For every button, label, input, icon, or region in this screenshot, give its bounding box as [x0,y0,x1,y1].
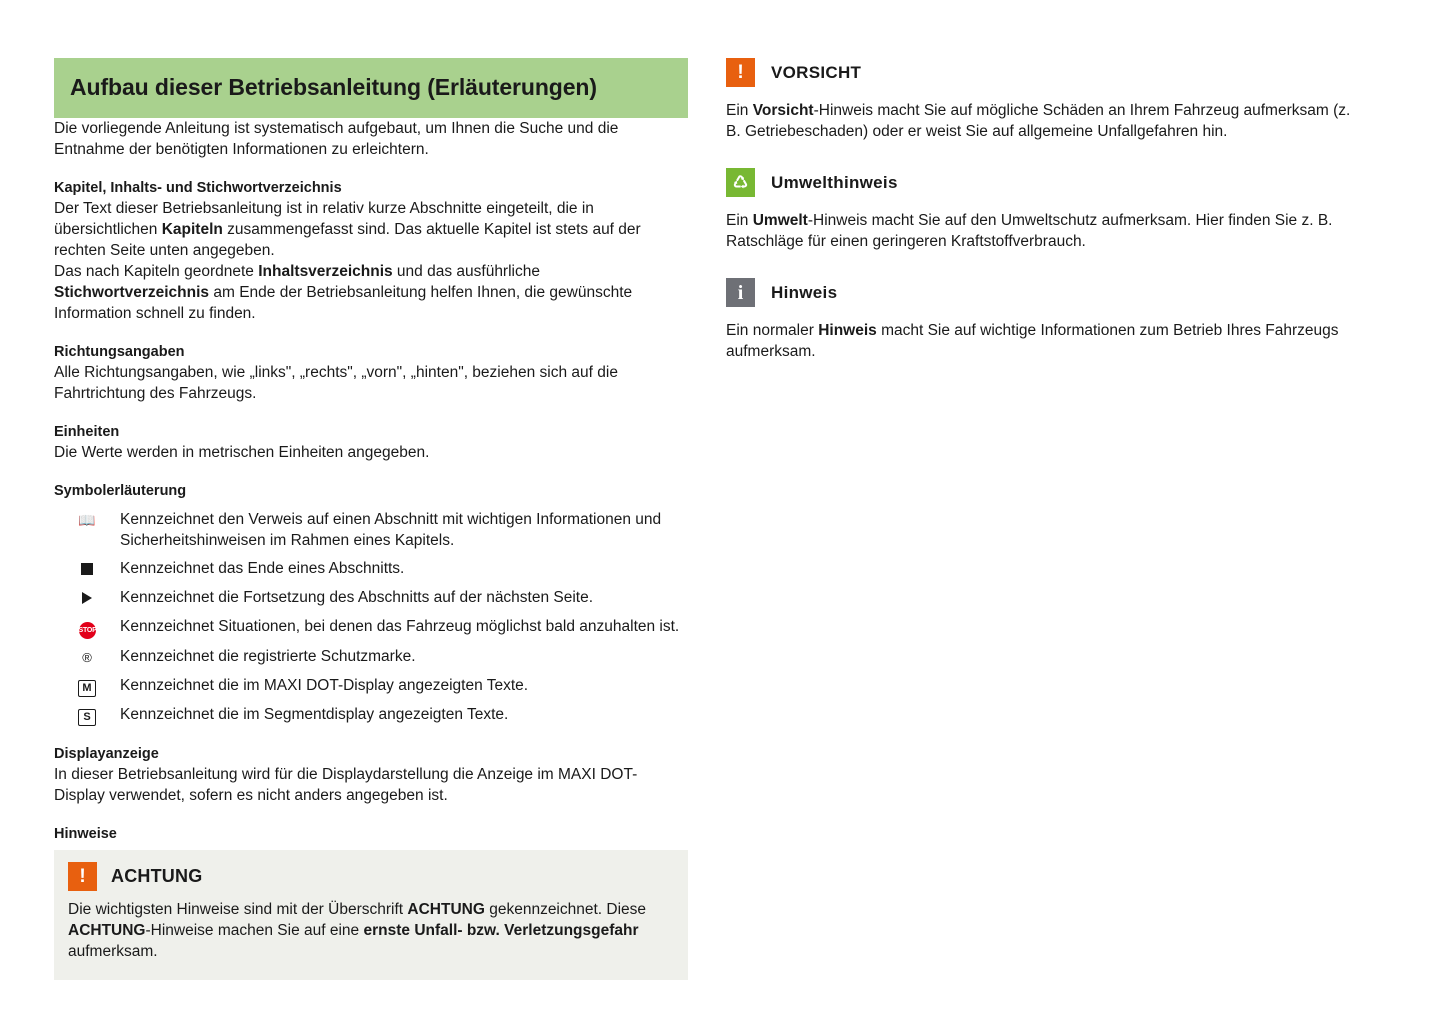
section-displayanzeige [54,744,688,806]
text-bold: ACHTUNG [68,922,146,939]
text-run: Das nach Kapiteln geordnete [54,263,259,280]
book-icon: 📖 [78,512,96,528]
list-item [54,616,688,639]
section-kapitel-paragraph-1 [54,198,688,261]
info-icon [726,278,755,307]
filled-square-icon [54,558,120,580]
list-item-label: Kennzeichnet die im Segmentdisplay angezeigten Texte. [120,706,509,723]
text-run: am Ende der Betriebsanleitung helfen Ihnen, die gewünschte Information schnell zu finden. [54,284,633,322]
notice-hinweis [726,278,1366,362]
section-einheiten-title: Einheiten [54,424,120,440]
stop-sign-icon: STOP [54,616,120,639]
section-displayanzeige-text: In dieser Betriebsanleitung wird für die Displaydarstellung die Anzeige im MAXI DOT-Display verwendet, sofern es nicht anders angegeben ist. [54,766,638,804]
section-symbolerlaeuterung [54,481,688,726]
text-run: gekennzeichnet. Diese [484,901,647,918]
section-hinweise [54,824,688,844]
text-bold: Vorsicht [752,102,814,119]
notice-umwelthinweis-title: Umwelthinweis [771,172,898,192]
notice-vorsicht [726,58,1366,142]
text-run: und das ausführliche [392,263,540,280]
section-kapitel-title: Kapitel, Inhalts- und Stichwortverzeichnis [54,180,342,196]
section-einheiten-text: Die Werte werden in metrischen Einheiten angegeben. [54,444,430,461]
list-item-label: Kennzeichnet die registrierte Schutzmarke. [120,648,416,665]
exclamation-glyph: ! [737,62,744,83]
info-glyph: i [737,281,744,304]
symbol-list [54,509,688,726]
notice-vorsicht-body [726,100,1366,142]
list-item-label: Kennzeichnet den Verweis auf einen Abschnitt mit wichtigen Informationen und Sicherheitshinweisen im Rahmen eines Kapitels. [120,511,662,549]
notice-umwelthinweis [726,168,1366,252]
list-item-label: Kennzeichnet die Fortsetzung des Abschnitts auf der nächsten Seite. [120,589,594,606]
text-run: aufmerksam. [68,943,158,960]
section-richtungsangaben-title: Richtungsangaben [54,344,185,360]
text-run: -Hinweis macht Sie auf mögliche Schäden an Ihrem Fahrzeug aufmerksam (z. B. Getriebeschaden) oder er weist Sie auf allgemeine Unfallgefahren hin. [726,102,1351,140]
section-symbolerlaeuterung-title: Symbolerläuterung [54,483,187,499]
section-kapitel [54,178,688,324]
left-column [54,58,688,980]
text-run: Der Text dieser Betriebsanleitung ist in relativ kurze Abschnitte eingeteilt, die in übersichtlichen [54,200,594,238]
exclamation-glyph: ! [79,866,86,887]
section-richtungsangaben [54,342,688,404]
text-bold: ACHTUNG [407,901,485,918]
text-run: Ein normaler [726,322,819,339]
section-einheiten [54,422,688,463]
segment-display-icon: S [54,704,120,726]
notice-achtung-body [54,897,688,962]
intro-paragraph: Die vorliegende Anleitung ist systematisch aufgebaut, um Ihnen die Suche und die Entnahme der benötigten Informationen zu erleichtern. [54,120,619,158]
page-title: Aufbau dieser Betriebsanleitung (Erläuterungen) [70,74,597,100]
section-richtungsangaben-text: Alle Richtungsangaben, wie „links", „rechts", „vorn", „hinten", beziehen sich auf die Fahrtrichtung des Fahrzeugs. [54,364,618,402]
list-item [54,646,688,668]
text-run: -Hinweis macht Sie auf den Umweltschutz aufmerksam. Hier finden Sie z. B. Ratschläge für einen geringeren Kraftstoffverbrauch. [726,212,1333,250]
list-item-label: Kennzeichnet Situationen, bei denen das Fahrzeug möglichst bald anzuhalten ist. [120,618,680,635]
text-run: -Hinweise machen Sie auf eine [145,922,364,939]
right-column [726,58,1366,378]
text-bold: Umwelt [752,212,808,229]
list-item [54,558,688,580]
section-hinweise-title: Hinweise [54,826,117,842]
exclamation-icon [68,862,97,891]
notice-hinweis-title: Hinweis [771,282,838,302]
notice-achtung-header [54,850,688,897]
text-bold: Kapiteln [161,221,223,238]
notice-achtung [54,850,688,980]
notice-achtung-title: ACHTUNG [111,866,203,886]
registered-trademark-icon: ® [82,650,92,665]
list-item [54,675,688,697]
list-item [54,704,688,726]
maxi-dot-display-icon: M [54,675,120,697]
text-bold: Stichwortverzeichnis [54,284,210,301]
notice-hinweis-body [726,320,1366,362]
notice-hinweis-header [726,278,1366,307]
text-run: zusammengefasst sind. Das aktuelle Kapitel ist stets auf der rechten Seite unten angegeben. [54,221,641,259]
recycle-glyph: ♺ [732,173,749,192]
notice-vorsicht-title: VORSICHT [771,62,862,82]
text-bold: ernste Unfall- bzw. Verletzungsgefahr [363,922,639,939]
list-item-label: Kennzeichnet die im MAXI DOT-Display angezeigten Texte. [120,677,529,694]
notice-umwelthinweis-header [726,168,1366,197]
text-run: Ein [726,102,753,119]
section-kapitel-paragraph-2 [54,261,688,324]
list-item [54,509,688,551]
text-run: macht Sie auf wichtige Informationen zum Betrieb Ihres Fahrzeugs aufmerksam. [726,322,1339,360]
notice-vorsicht-header [726,58,1366,87]
section-displayanzeige-title: Displayanzeige [54,746,159,762]
text-run: Ein [726,212,753,229]
recycle-leaf-icon [726,168,755,197]
right-triangle-icon [54,587,120,609]
text-bold: Hinweis [818,322,877,339]
page-title-banner [54,58,688,118]
exclamation-icon [726,58,755,87]
notice-umwelthinweis-body [726,210,1366,252]
text-run: Die wichtigsten Hinweise sind mit der Überschrift [68,901,408,918]
text-bold: Inhaltsverzeichnis [258,263,393,280]
list-item-label: Kennzeichnet das Ende eines Abschnitts. [120,560,405,577]
list-item [54,587,688,609]
